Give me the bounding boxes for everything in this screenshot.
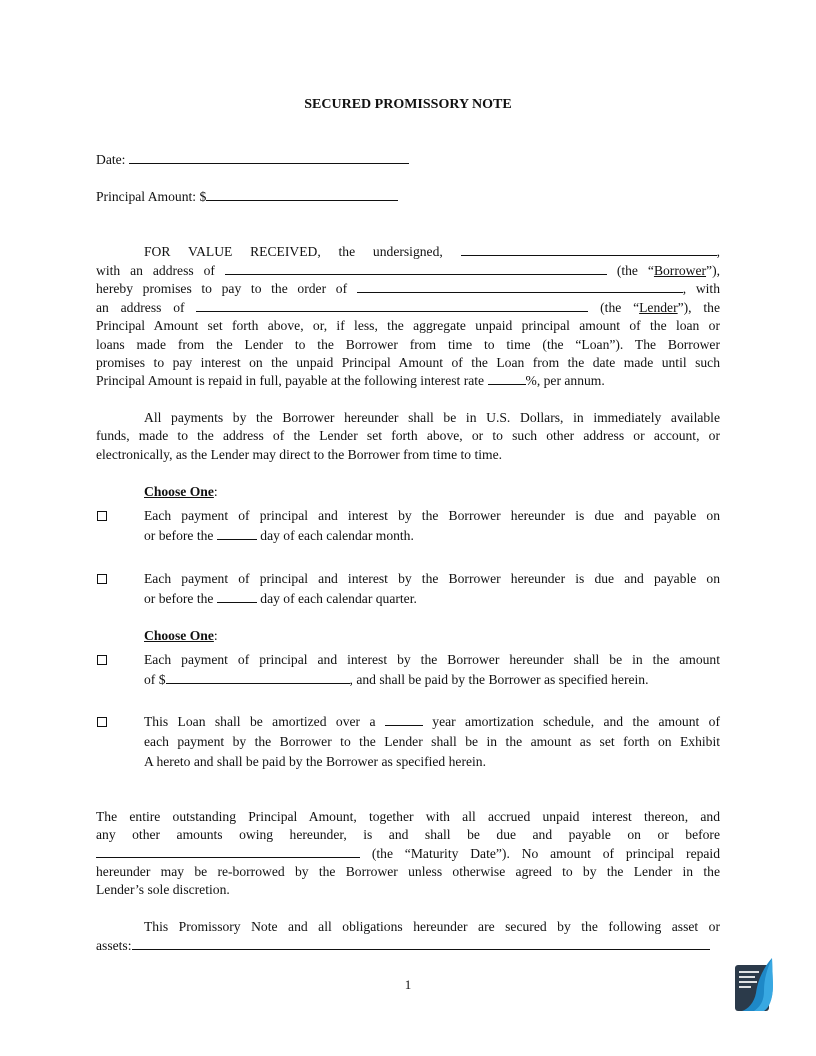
monthly-day-field[interactable] — [217, 527, 257, 540]
date-label: Date: — [96, 152, 126, 167]
option-line: or before the day of each calendar month. — [144, 528, 414, 543]
para2-line-2: funds, made to the address of the Lender set forth above, or to such other address or account, or — [96, 428, 720, 443]
para1-text: , — [716, 244, 720, 259]
para3-line-1: The entire outstanding Principal Amount, together with all accrued unpaid interest thereon, and — [96, 809, 720, 824]
principal-amount-field[interactable] — [206, 188, 398, 201]
para3-line-4: hereunder may be re-borrowed by the Borrower unless otherwise agreed to by the Lender in the — [96, 864, 720, 879]
option-line: or before the day of each calendar quarter. — [144, 591, 417, 606]
para1-text: hereby promises to pay to the order of — [96, 281, 348, 296]
document-logo-icon — [734, 957, 774, 1013]
colon: : — [213, 484, 218, 499]
amortization-option-checkbox[interactable] — [97, 717, 107, 727]
choose-one-heading-1 — [144, 483, 218, 502]
para1-line-1 — [96, 243, 720, 262]
para4-line-1: This Promissory Note and all obligations hereunder are secured by the following asset or — [144, 919, 720, 934]
maturity-date-field[interactable] — [96, 845, 360, 858]
option-line: This Loan shall be amortized over a year amortization schedule, and the amount of — [144, 714, 720, 729]
monthly-option-checkbox[interactable] — [97, 511, 107, 521]
para3-text: (the “Maturity Date”). No amount of principal repaid — [371, 846, 721, 861]
principal-label: Principal Amount: $ — [96, 189, 207, 204]
lender-name-field[interactable] — [357, 280, 683, 293]
para2-line-1: All payments by the Borrower hereunder shall be in U.S. Dollars, in immediately available — [144, 410, 720, 425]
assets-label: assets: — [96, 938, 132, 953]
quarterly-day-field[interactable] — [217, 590, 257, 603]
amortization-option-text — [144, 712, 720, 772]
option-line: Each payment of principal and interest by the Borrower hereunder shall be in the amount — [144, 652, 720, 667]
monthly-option-text — [144, 506, 720, 546]
para1-line-7: promises to pay interest on the unpaid Principal Amount of the Loan from the date made until such — [96, 355, 720, 370]
assets-field[interactable] — [132, 937, 710, 950]
lender-address-field[interactable] — [196, 299, 588, 312]
para4-line-2 — [96, 937, 710, 956]
borrower-address-field[interactable] — [225, 262, 607, 275]
option-line: Each payment of principal and interest by the Borrower hereunder is due and payable on — [144, 508, 720, 523]
option-line: of $ , and shall be paid by the Borrower as specified herein. — [144, 672, 649, 687]
date-line — [96, 151, 409, 170]
para1-line-5: Principal Amount set forth above, or, if less, the aggregate unpaid principal amount of the loan or — [96, 318, 720, 333]
fixed-amount-option-checkbox[interactable] — [97, 655, 107, 665]
para1-line-3 — [96, 280, 720, 299]
para2-line-3: electronically, as the Lender may direct to the Borrower from time to time. — [96, 447, 503, 462]
amortization-years-field[interactable] — [385, 713, 423, 726]
para1-line-6: loans made from the Lender to the Borrower from time to time (the “Loan”). The Borrower — [96, 337, 720, 352]
quarterly-option-checkbox[interactable] — [97, 574, 107, 584]
para1-text: with an address of — [96, 263, 215, 278]
para1-text: (the “Borrower”), — [616, 263, 720, 278]
para3-line-3 — [96, 845, 720, 864]
date-field[interactable] — [129, 151, 409, 164]
para1-text: an address of — [96, 300, 185, 315]
para1-line-2 — [96, 262, 720, 281]
document-title: SECURED PROMISSORY NOTE — [304, 97, 512, 112]
page-number: 1 — [404, 977, 412, 992]
borrower-name-field[interactable] — [461, 243, 717, 256]
choose-one-label: Choose One — [144, 484, 214, 499]
para1-text: %, per annum. — [525, 373, 605, 388]
para1-text: Principal Amount is repaid in full, payable at the following interest rate — [96, 373, 485, 388]
fixed-amount-option-text — [144, 650, 720, 690]
option-line: A hereto and shall be paid by the Borrower as specified herein. — [144, 754, 486, 769]
principal-line — [96, 188, 398, 207]
borrower-term: Borrower — [653, 263, 707, 278]
para1-text: FOR VALUE RECEIVED, the undersigned, — [144, 244, 443, 259]
colon: : — [213, 628, 218, 643]
choose-one-heading-2 — [144, 627, 218, 646]
choose-one-label: Choose One — [144, 628, 214, 643]
option-line: each payment by the Borrower to the Lender shall be in the amount as set forth on Exhibit — [144, 734, 720, 749]
para1-line-8 — [96, 372, 605, 391]
para3-line-2: any other amounts owing hereunder, is and shall be due and payable on or before — [96, 827, 720, 842]
lender-term: Lender — [639, 300, 678, 315]
para3-line-5: Lender’s sole discretion. — [96, 882, 230, 897]
quarterly-option-text — [144, 569, 720, 609]
para1-text: (the “Lender”), the — [600, 300, 720, 315]
para1-line-4 — [96, 299, 720, 318]
payment-amount-field[interactable] — [166, 671, 350, 684]
option-line: Each payment of principal and interest by the Borrower hereunder is due and payable on — [144, 571, 720, 586]
para1-text: , with — [682, 281, 720, 296]
interest-rate-field[interactable] — [488, 372, 526, 385]
